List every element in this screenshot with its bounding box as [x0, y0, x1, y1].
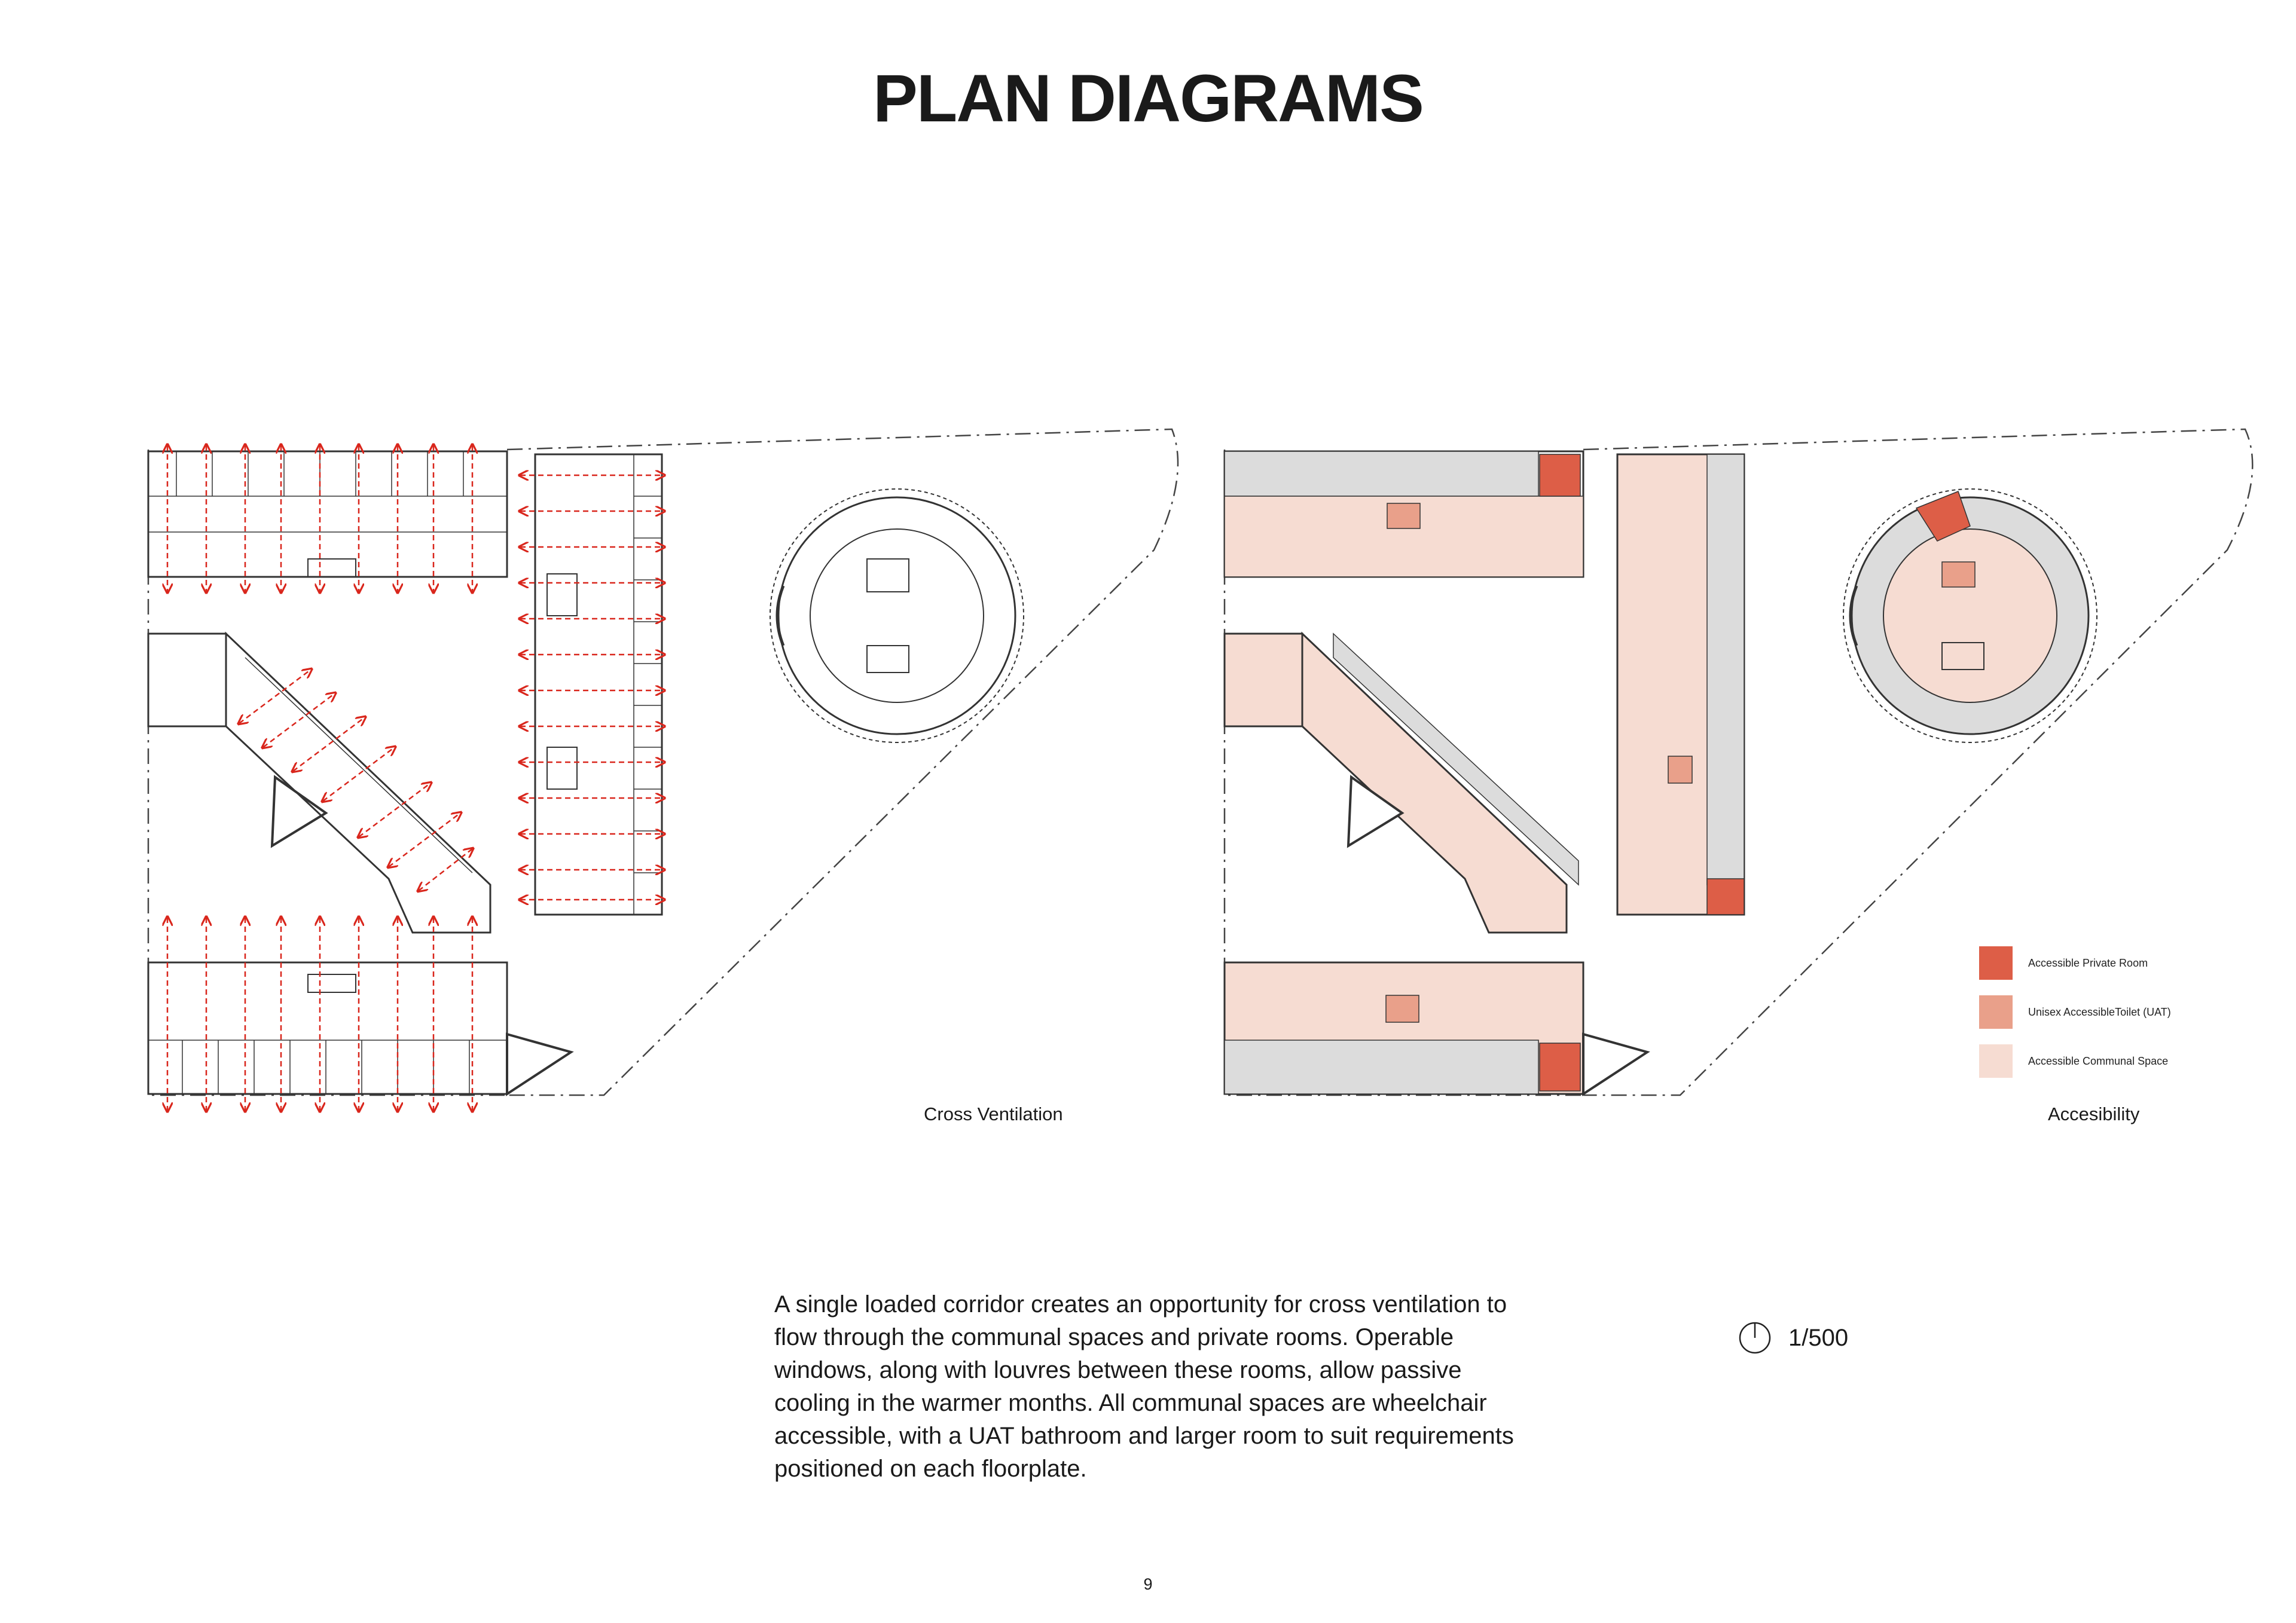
- legend-item-communal: [1979, 1037, 2171, 1086]
- accessible-private-room: [1707, 879, 1744, 915]
- page-title: PLAN DIAGRAMS: [873, 61, 1423, 136]
- legend-label: Accessible Private Room: [2028, 956, 2148, 969]
- top-left-wing: [148, 451, 507, 577]
- diagonal-wing: [226, 634, 490, 933]
- scale-label: 1/500: [1788, 1324, 1849, 1351]
- legend-swatch: [1979, 946, 2013, 980]
- vertical-wing-accessible: [1617, 454, 1744, 915]
- caption-accessibility: Accesibility: [2048, 1104, 2140, 1124]
- description-paragraph: A single loaded corridor creates an opportunity for cross ventilation to flow through the communal spaces and private rooms. Operable windows, along with louvres between these rooms, allow passive cooling in the warmer months. All communal spaces are wheelchair accessible, with a UAT bathroom and larger room to suit requirements positioned on each floorplate.: [774, 1291, 1514, 1482]
- legend-swatch: [1979, 1044, 2013, 1078]
- scale-indicator: [1738, 1321, 1848, 1355]
- legend: [1979, 939, 2171, 1086]
- bottom-wing: [148, 962, 507, 1094]
- plan-cross-ventilation: [148, 429, 1178, 1111]
- legend-item-uat: [1979, 988, 2171, 1037]
- stair-core-lower: [507, 1034, 571, 1094]
- top-left-wing-accessible: [1225, 451, 1583, 577]
- accessible-private-room: [1540, 454, 1580, 496]
- north-arrow-icon: [1738, 1321, 1772, 1355]
- page-number: 9: [1143, 1575, 1153, 1593]
- uat-toilet: [1668, 756, 1692, 783]
- left-lounge: [148, 634, 226, 726]
- uat-toilet: [1942, 562, 1975, 587]
- caption-cross-ventilation: Cross Ventilation: [924, 1104, 1063, 1124]
- legend-swatch: [1979, 995, 2013, 1029]
- legend-item-private-room: [1979, 939, 2171, 988]
- uat-toilet: [1387, 503, 1420, 528]
- round-building-accessible: [1843, 489, 2097, 742]
- ventilation-arrows: [167, 445, 664, 1111]
- legend-label: Unisex AccessibleToilet (UAT): [2028, 1005, 2171, 1018]
- legend-label: Accessible Communal Space: [2028, 1055, 2169, 1067]
- round-building: [770, 489, 1024, 742]
- bottom-wing-accessible: [1225, 962, 1583, 1094]
- uat-toilet: [1386, 995, 1419, 1022]
- vertical-wing: [535, 454, 662, 915]
- accessible-private-room: [1540, 1043, 1580, 1091]
